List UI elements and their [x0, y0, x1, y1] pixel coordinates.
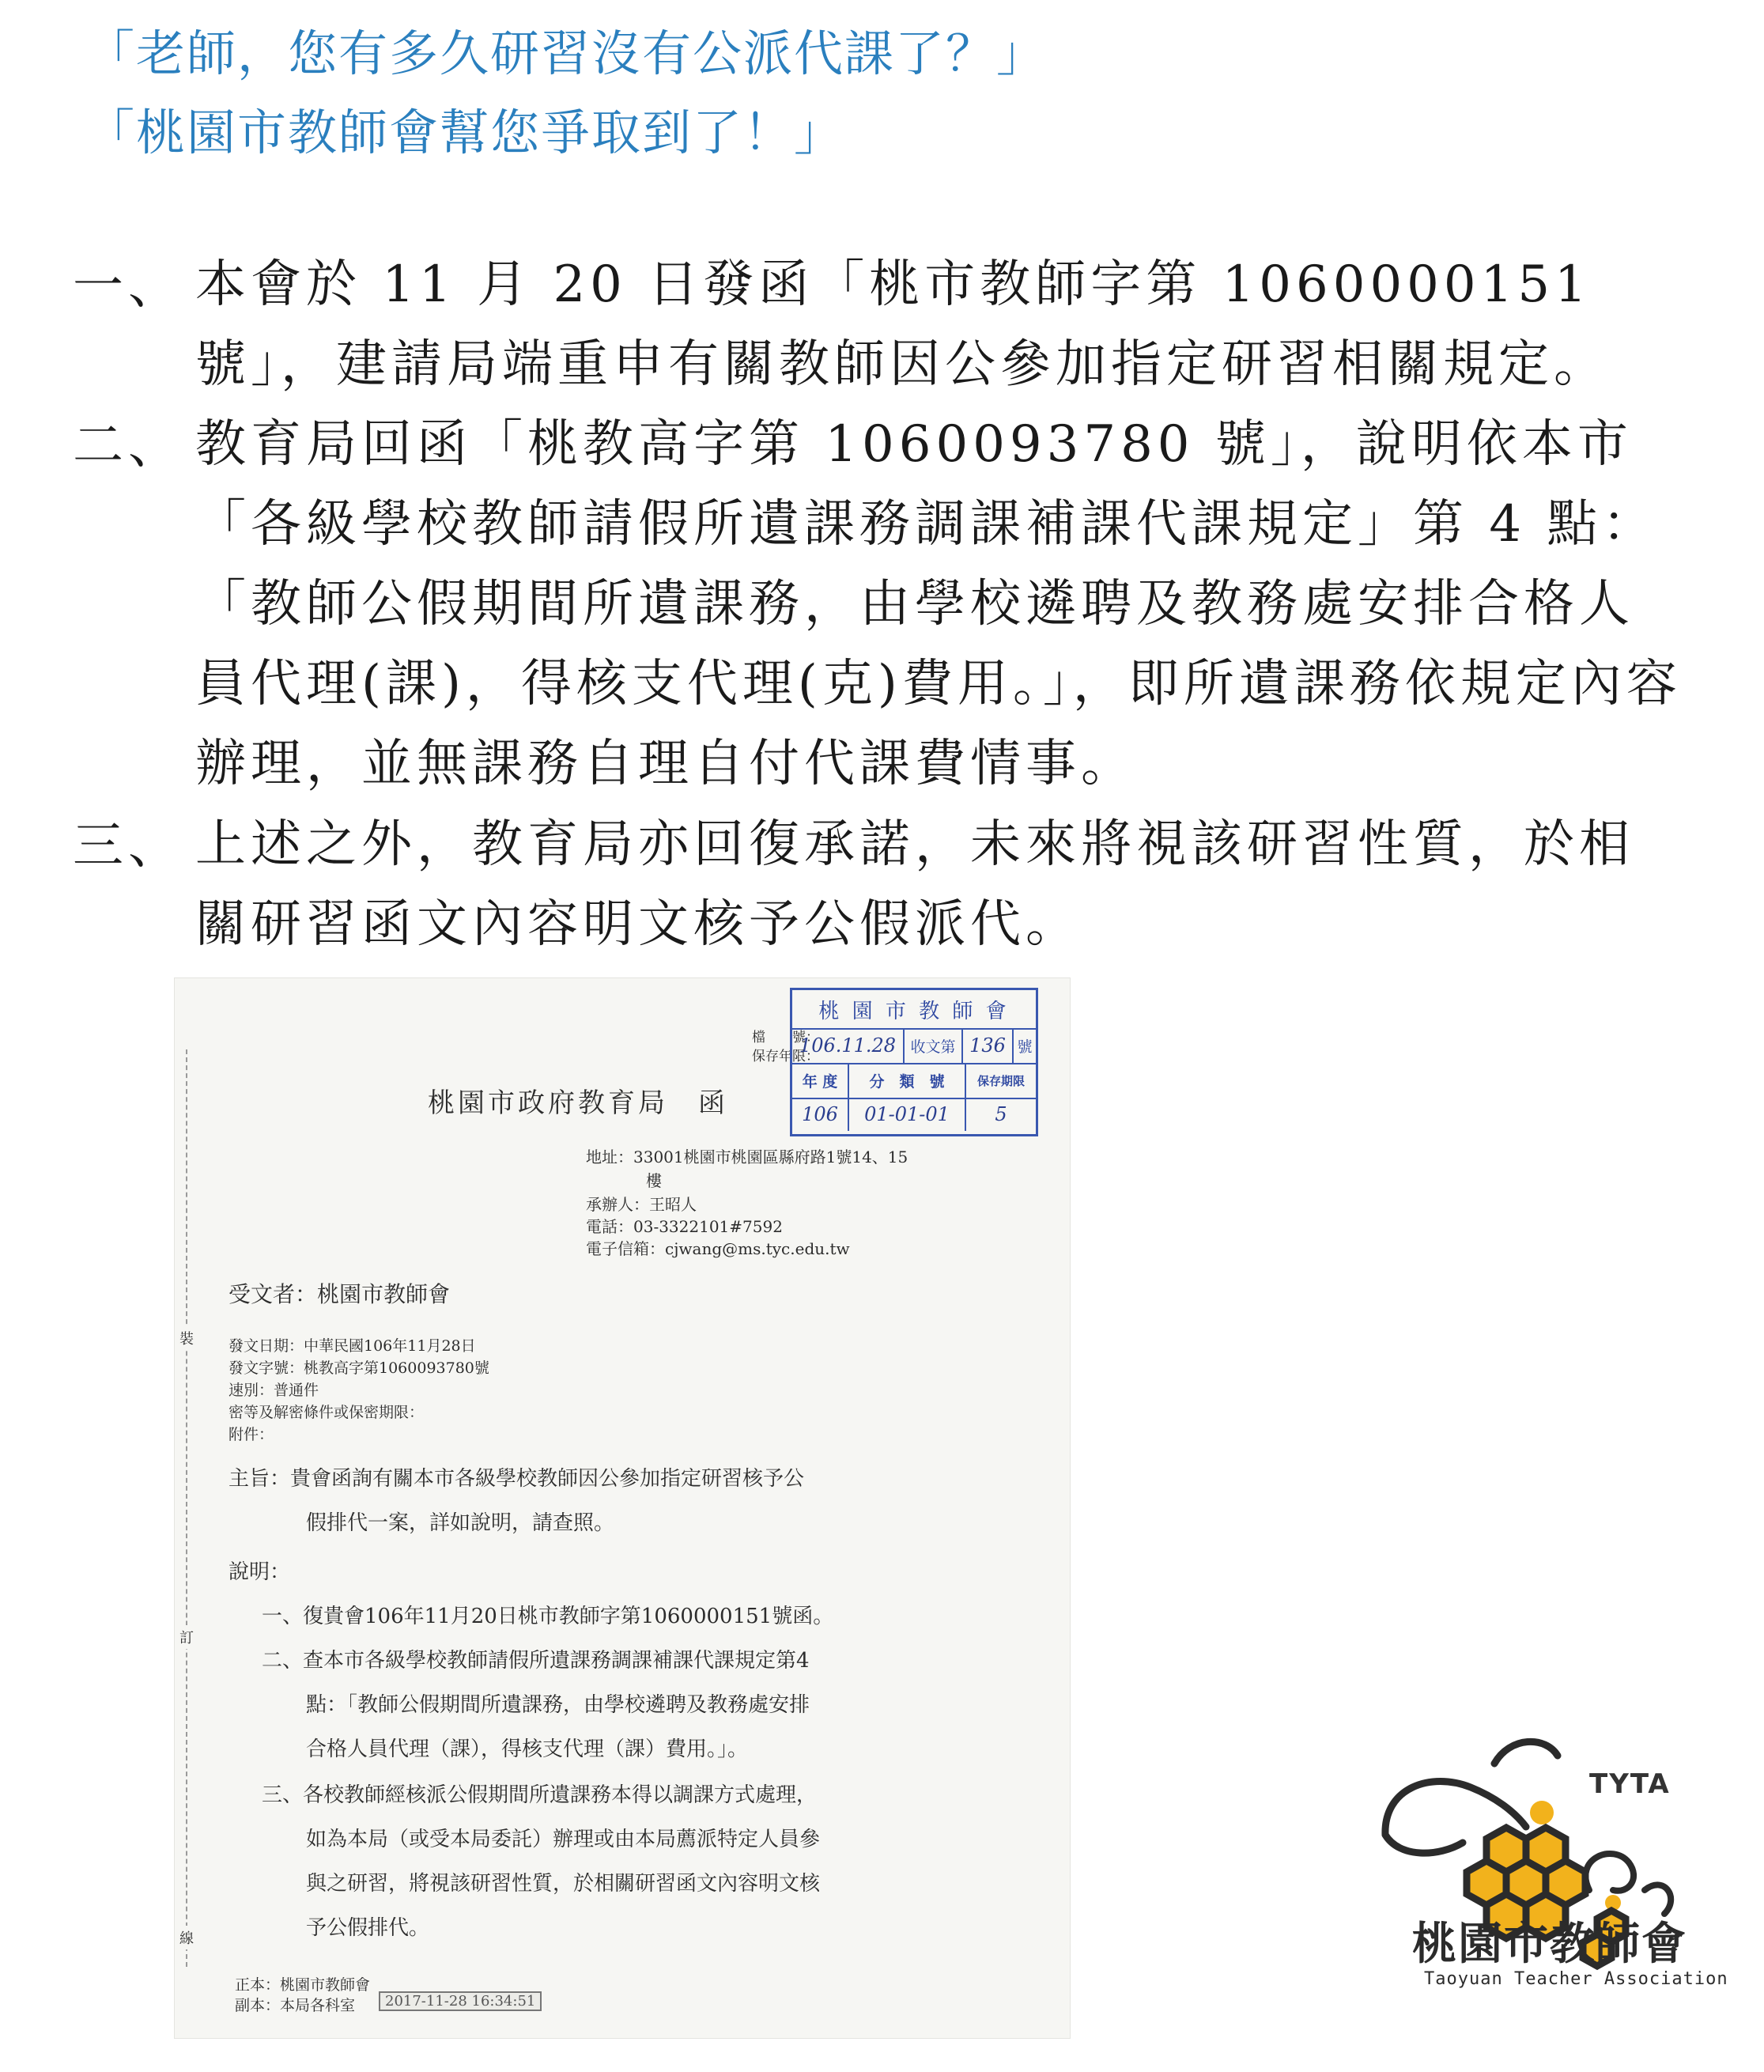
letter-contact: 承辦人：王昭人	[586, 1195, 697, 1214]
scanned-official-letter	[174, 977, 1071, 2039]
stamp-recv-number: 136	[963, 1028, 1014, 1063]
letter-recipient: 受文者：桃園市教師會	[229, 1281, 451, 1307]
letter-date: 發文日期：中華民國106年11月28日	[229, 1337, 476, 1355]
letter-item-1: 一、復貴會106年11月20日桃市教師字第1060000151號函。	[262, 1605, 834, 1628]
stamp-keep: 5	[995, 1103, 1007, 1125]
logo-name-zh: 桃園市教師會	[1412, 1919, 1687, 1970]
retention-label: 保存年限：	[752, 1049, 819, 1064]
binding-line	[186, 1049, 187, 1967]
stamp-recv-unit: 號	[1017, 1038, 1033, 1056]
letter-item-2-cont: 合格人員代理（課），得核支代理（課）費用。」。	[306, 1737, 749, 1761]
letter-phone: 電話：03-3322101#7592	[586, 1217, 783, 1236]
letter-explain-label: 說明：	[229, 1560, 291, 1584]
receipt-stamp	[790, 988, 1038, 1136]
stamp-class: 01-01-01	[849, 1098, 966, 1131]
letter-item-3-cont: 與之研習，將視該研習性質，於相關研習函文內容明文核	[306, 1872, 821, 1896]
binding-mark: 訂	[179, 1625, 194, 1649]
letter-item-3: 三、各校教師經核派公假期間所遺課務本得以調課方式處理，	[262, 1783, 818, 1807]
point-text: 教育局回函「桃教高字第 1060093780 號」，說明依本市「各級學校教師請假所遺課務調課補課代課規定」第 4 點：「教師公假期間所遺課務，由學校遴聘及教務處安排合格人員代理(課)，得核支代理(克)費用。」，即所遺課務依規定內容辦理，並無課務自理自付代課費情事。	[195, 415, 1682, 793]
point-number: 一、	[73, 257, 183, 316]
letter-address-cont: 樓	[646, 1171, 662, 1190]
stamp-class-label: 分 類 號	[849, 1063, 966, 1098]
stamp-keep-label: 保存期限	[976, 1073, 1025, 1088]
logo-name-en: Taoyuan Teacher Association	[1424, 1969, 1728, 1989]
point-text: 上述之外，教育局亦回復承諾，未來將視該研習性質，於相關研習函文內容明文核予公假派代。	[195, 815, 1634, 954]
point-1	[73, 245, 1686, 405]
letter-email: 電子信箱：cjwang@ms.tyc.edu.tw	[586, 1239, 850, 1258]
binding-mark: 裝	[179, 1326, 194, 1350]
stamp-org: 桃 園 市 教 師 會	[818, 999, 1010, 1023]
point-number: 三、	[73, 817, 183, 875]
logo-acronym: TYTA	[1589, 1768, 1671, 1800]
point-3	[73, 805, 1686, 965]
received-time-stamp: 2017-11-28 16:34:51	[379, 1991, 542, 2011]
point-2	[73, 405, 1686, 804]
letter-doc-number: 發文字號：桃教高字第1060093780號	[229, 1359, 489, 1377]
stamp-recv-label: 收文第	[905, 1028, 963, 1063]
letter-address: 地址：33001桃園市桃園區縣府路1號14、15	[586, 1148, 908, 1166]
headline-line-1: 「老師，您有多久研習沒有公派代課了？」	[85, 25, 1048, 82]
letter-item-3-cont: 予公假排代。	[306, 1916, 430, 1940]
stamp-year: 106	[792, 1098, 849, 1131]
headline-line-2: 「桃園市教師會幫您爭取到了！」	[85, 104, 845, 161]
binding-mark: 線	[179, 1926, 194, 1949]
letter-title: 桃園市政府教育局 函	[428, 1087, 728, 1119]
letter-item-2-cont: 點：「教師公假期間所遺課務，由學校遴聘及教務處安排	[306, 1693, 810, 1717]
letter-item-2: 二、查本市各級學校教師請假所遺課務調課補課代課規定第4	[262, 1649, 810, 1673]
point-number: 二、	[73, 417, 183, 475]
letter-original-recipient: 正本：桃園市教師會	[235, 1976, 371, 1994]
letter-subject: 主旨：貴會函詢有關本市各級學校教師因公參加指定研習核予公	[229, 1467, 805, 1491]
letter-secrecy: 密等及解密條件或保密期限：	[229, 1404, 425, 1421]
letter-copy-recipient: 副本：本局各科室	[235, 1997, 356, 2014]
letter-attachment: 附件：	[229, 1426, 274, 1443]
letter-speed: 速別：普通件	[229, 1382, 319, 1399]
point-text: 本會於 11 月 20 日發函「桃市教師字第 1060000151 號」，建請局端重申有關教師因公參加指定研習相關規定。	[195, 255, 1609, 394]
letter-subject-cont: 假排代一案，詳如說明，請查照。	[306, 1511, 615, 1535]
stamp-year-label: 年 度	[792, 1063, 849, 1098]
letter-item-3-cont: 如為本局（或受本局委託）辦理或由本局薦派特定人員參	[306, 1828, 821, 1851]
stamp-date: 106.11.28	[792, 1028, 905, 1063]
file-number-label: 檔 號：	[752, 1030, 819, 1045]
